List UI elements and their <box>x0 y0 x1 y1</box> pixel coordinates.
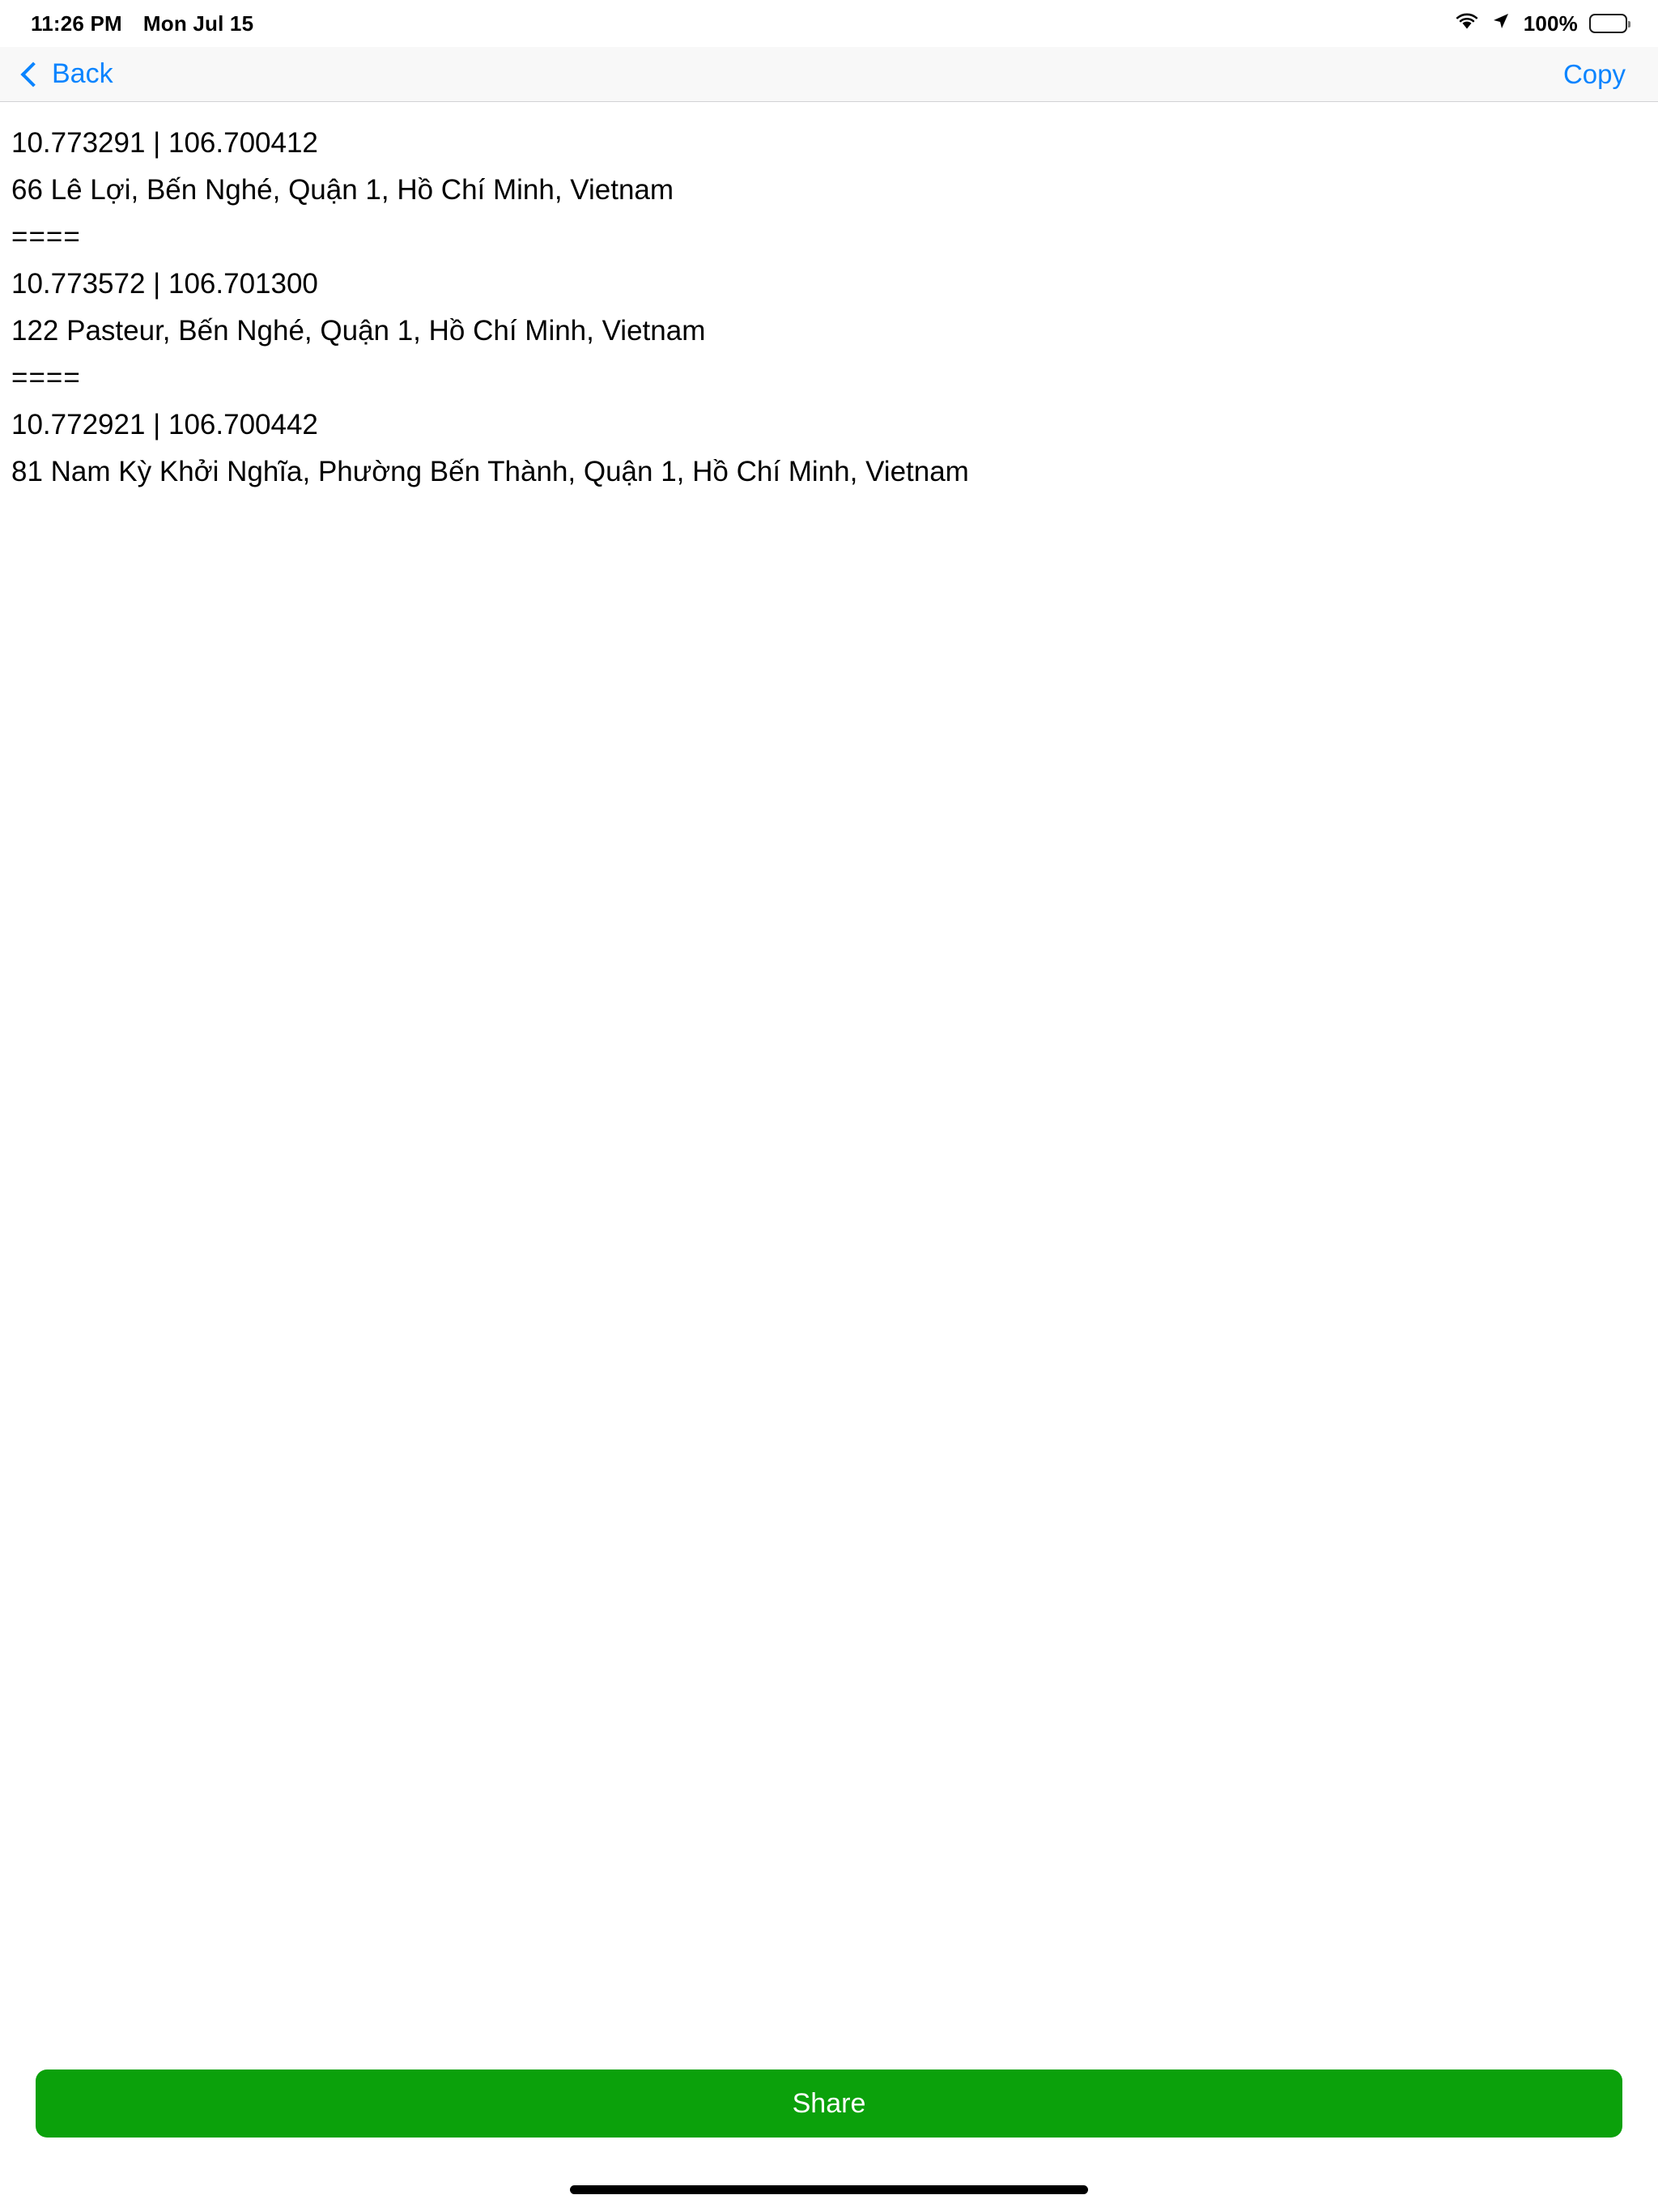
result-separator: ==== <box>11 362 81 393</box>
share-button[interactable]: Share <box>36 2069 1622 2138</box>
status-time: 11:26 PM <box>31 11 122 36</box>
result-line: 122 Pasteur, Bến Nghé, Quận 1, Hồ Chí Minh, Vietnam <box>11 315 706 347</box>
home-indicator[interactable] <box>570 2185 1088 2194</box>
back-button-label: Back <box>52 58 113 89</box>
back-button[interactable] <box>19 58 113 90</box>
result-line: 10.773291 | 106.700412 <box>11 127 318 159</box>
result-line: 10.772921 | 106.700442 <box>11 409 318 440</box>
status-bar <box>0 0 1658 47</box>
result-line: 10.773572 | 106.701300 <box>11 268 318 300</box>
copy-button[interactable]: Copy <box>1562 58 1626 89</box>
battery-full-icon <box>1589 14 1627 33</box>
status-bar-right <box>1454 11 1627 36</box>
result-separator: ==== <box>11 221 81 253</box>
result-line: 66 Lê Lợi, Bến Nghé, Quận 1, Hồ Chí Minh, Vietnam <box>11 174 674 206</box>
share-button-container <box>0 2069 1658 2138</box>
status-date: Mon Jul 15 <box>142 11 254 36</box>
navigation-bar <box>0 47 1658 102</box>
battery-percent-label: 100% <box>1523 11 1578 36</box>
status-bar-left <box>31 11 253 36</box>
wifi-icon <box>1454 11 1480 36</box>
results-text-block[interactable] <box>0 102 1658 496</box>
location-arrow-icon <box>1491 11 1511 36</box>
result-line: 81 Nam Kỳ Khởi Nghĩa, Phường Bến Thành, Quận 1, Hồ Chí Minh, Vietnam <box>11 456 969 487</box>
chevron-left-icon <box>20 62 45 87</box>
